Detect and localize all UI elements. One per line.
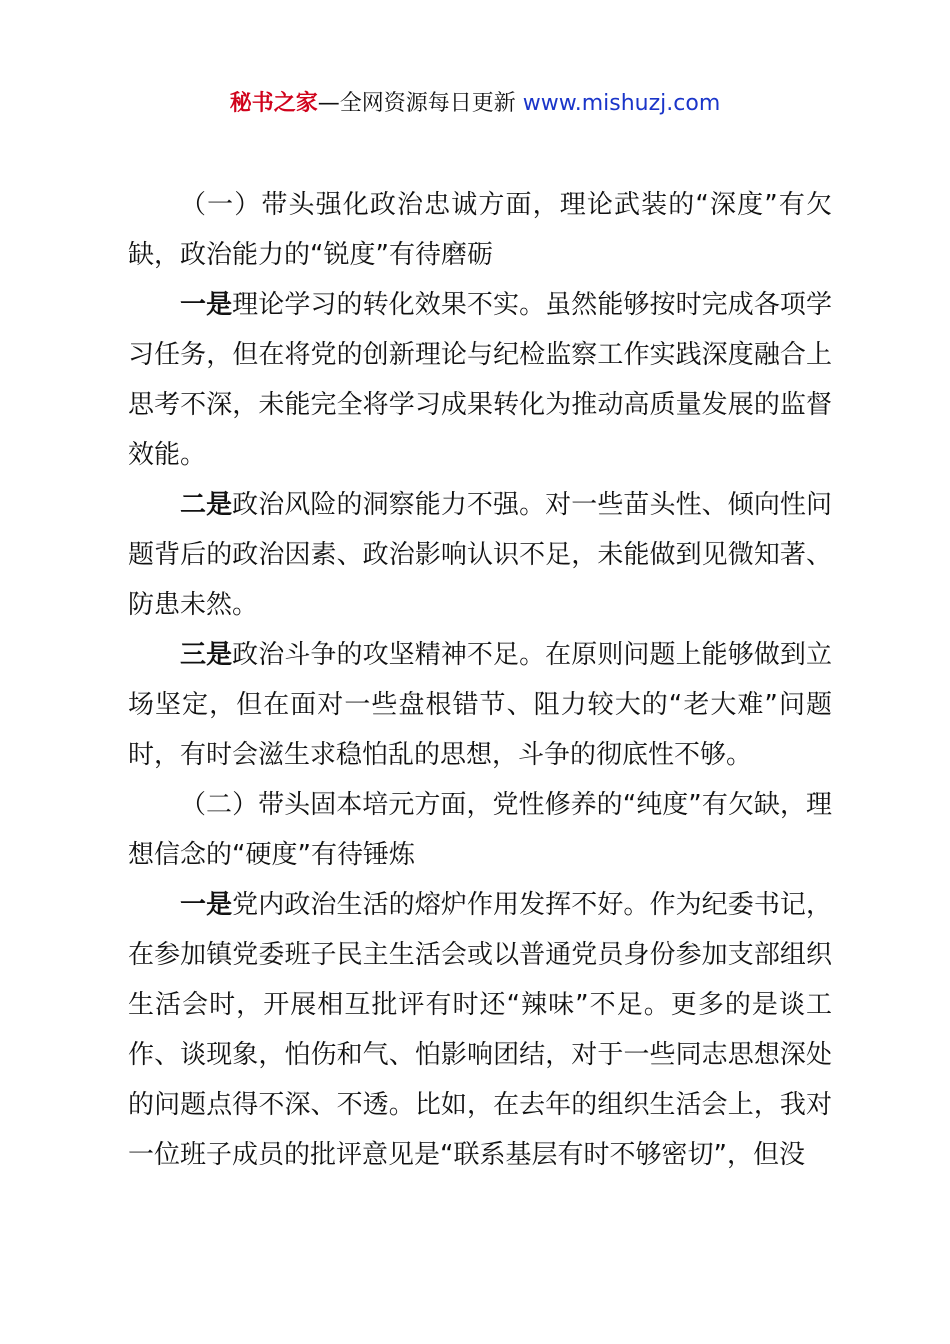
paragraph-lead: 二是: [180, 490, 233, 520]
paragraph-text: 政治斗争的攻坚精神不足。在原则问题上能够做到立场坚定，但在面对一些盘根错节、阻力较大的“老大难”问题时，有时会滋生求稳怕乱的思想，斗争的彻底性不够。: [128, 640, 832, 770]
site-url[interactable]: www.mishuzj.com: [522, 91, 721, 116]
brand-name: 秘书之家: [229, 91, 318, 116]
section-heading-1: （一）带头强化政治忠诚方面，理论武装的“深度”有欠缺，政治能力的“锐度”有待磨砺: [128, 190, 832, 270]
paragraph: [128, 630, 832, 780]
paragraph: [128, 880, 832, 1180]
site-header: [0, 88, 950, 120]
paragraph: [128, 480, 832, 630]
section-heading-2: （二）带头固本培元方面，党性修养的“纯度”有欠缺，理想信念的“硬度”有待锤炼: [128, 790, 832, 870]
paragraph-lead: 一是: [180, 890, 233, 920]
paragraph: [128, 280, 832, 480]
header-tagline: —全网资源每日更新: [317, 91, 516, 116]
document-body: [128, 180, 832, 1180]
paragraph-lead: 一是: [180, 290, 233, 320]
paragraph-text: 理论学习的转化效果不实。虽然能够按时完成各项学习任务，但在将党的创新理论与纪检监察工作实践深度融合上思考不深，未能完全将学习成果转化为推动高质量发展的监督效能。: [128, 290, 832, 470]
paragraph-lead: 三是: [180, 640, 233, 670]
paragraph-text: 党内政治生活的熔炉作用发挥不好。作为纪委书记，在参加镇党委班子民主生活会或以普通党员身份参加支部组织生活会时，开展相互批评有时还“辣味”不足。更多的是谈工作、谈现象，怕伤和气、怕影响团结，对于一些同志思想深处的问题点得不深、不透。比如，在去年的组织生活会上，我对一位班子成员的批评意见是“联系基层有时不够密切”，但没: [128, 890, 832, 1170]
paragraph-text: 政治风险的洞察能力不强。对一些苗头性、倾向性问题背后的政治因素、政治影响认识不足，未能做到见微知著、防患未然。: [128, 490, 832, 620]
